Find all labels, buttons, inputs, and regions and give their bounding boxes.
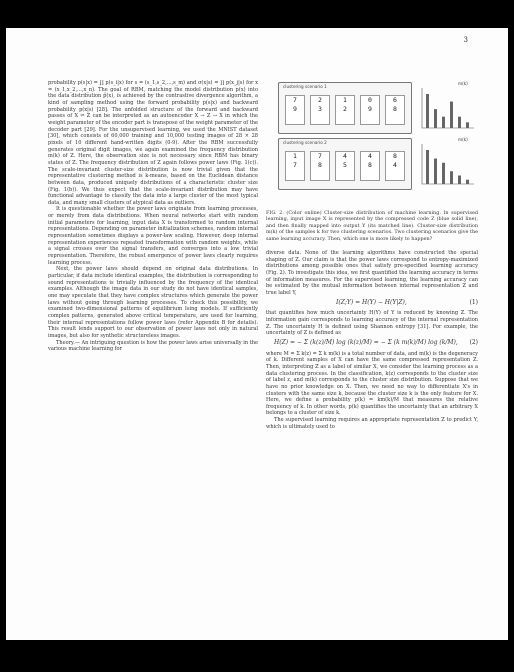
left-paragraph: probability p(s|x) = ∏ p(s_i|x) for s = (s_1,s_2,...,s_m) and σ(x|s) = ∏ p(x_j|s) for x = (x_1,x_2,...,x_n). The goal of RBM, matching the model distribution p(x) into the data distribution p̂(x), is achieved by the contrastive divergence algorithm, a kind of sampling method using the forward probability p(s|x) and backward probability p(x|s) [28]. The unfolded structure of the forward and backward passes of X ⇌ Z can be interpreted as an autoencoder X → Z → X in which the weight parameter of the encoder part is transpose of the weight parameter of the decoder part [29]. For the unsupervised learning, we used the MNIST dataset [30], which consists of 60,000 training and 10,000 testing images of 28 × 28 pixels of 10 different hand-written digits (0-9). After the RBM successfully generates original digit images, we again examined the frequency distribution m(k) of Z. Here, the observation size is not necessary since RBM has binary states of Z. The frequency distribution of Z again follows power laws (Fig. 1(c)). The scale-invariant cluster-size distribution is now trivial given that the representative clustering method is k-means, based on the Euclidean distance between data, produced uniquely distributions of a characteristic cluster size (Fig. 1(b)). We thus expect that the scale-invariant distribution may have functional advantage to classify the data into a large cluster of the most typical data, and many small clusters of atypical data as outliers. xyxy=(48,80,258,206)
right-text xyxy=(266,250,478,430)
digit-cluster-cell: 6 8 xyxy=(385,95,405,125)
mk-bar xyxy=(450,171,453,184)
mk-bar xyxy=(442,117,445,128)
cluster-panel-top xyxy=(278,82,412,134)
equation-2-expr: H(Z) = − Σ (k(z)/M) log (k(z)/M) = − Σ (k m(k)/M) log (k/M), xyxy=(274,338,458,346)
digit-cluster-cell: 7 8 xyxy=(310,151,330,181)
figure-caption: FIG. 2. (Color online) Cluster-size distribution of machine learning. In supervised learning, input image X is represented by the compressed code Z (blue solid line), and then finally mapped into output Y (its matched line). Cluster-size distribution m(k) of the samples k for two clustering scenarios. Two clustering scenarios give the same learning accuracy. Then, which one is more likely to happen? xyxy=(266,210,478,242)
mk-bar xyxy=(466,180,469,184)
mk-bar xyxy=(426,94,429,128)
equation-2 xyxy=(266,340,478,347)
equation-2-number: (2) xyxy=(469,338,478,346)
mk-bar xyxy=(458,117,461,128)
right-paragraph: where M = Σ k(z) = Σ k m(k) is a total number of data, and m(k) is the degeneracy of k. Different samples of X can have the same compressed representation Z. Then, interpreting Z as a label of similar X, we consider the learning process as a data clustering process. In the classification, k(z) corresponds to the cluster size of label z, and m(k) corresponds to the cluster size distribution. Suppose that we have no prior knowledge on X. Then, we need no way to differentiate X's in clusters with the same size k, because the cluster size k is the only feature for X. Here, we define a probability p(k) = km(k)/M that measures the relative frequency of k. In other words, p(k) quantifies the uncertainty that an arbitrary X belongs to a cluster of size k. xyxy=(266,350,478,417)
equation-1-number: (1) xyxy=(469,298,478,306)
mk-plot-top xyxy=(418,81,476,134)
mk-plot-bottom xyxy=(418,137,476,190)
digit-cluster-cell: 2 3 xyxy=(310,95,330,125)
mk-bar xyxy=(442,163,445,184)
equation-1-expr: I(Z;Y) = H(Y) − H(Y|Z), xyxy=(336,298,407,306)
page-number: 3 xyxy=(463,36,468,44)
mk-bar xyxy=(434,109,437,128)
right-paragraph: The supervised learning requires an appropriate representation Z to predict Y, which is ultimately used to xyxy=(266,417,478,430)
equation-1 xyxy=(266,300,478,307)
left-column xyxy=(48,80,258,638)
panel-title-bottom: clustering scenario 2 xyxy=(283,140,327,145)
mk-bar xyxy=(466,122,469,128)
digit-cluster-cell: 1 7 xyxy=(285,151,305,181)
plot-label: m(k) xyxy=(458,137,468,142)
left-paragraph: Theory.— An intriguing question is how the power laws arise universally in the various machine learning for xyxy=(48,339,258,353)
digit-cluster-cell: 4 8 xyxy=(360,151,380,181)
digit-cluster-cell: 4 5 xyxy=(335,151,355,181)
paper-page xyxy=(6,28,508,640)
plot-axes xyxy=(422,144,474,184)
cluster-panel-bottom xyxy=(278,138,412,190)
left-paragraph: Next, the power laws should depend on original data distributions. In particular, if data include identical examples, the distribution is corresponding to sound representations is trivially influenced by the frequency of the identical examples. Although the image data in our study do not have identical samples, one may speculate that they have complex structures which generate the power laws without going through learning processes. To check this possibility, we examined two-dimensional patterns of equilibrium Ising models. If sufficiently complex patterns, generated above critical temperature, are used for learning, their internal representations follow power laws (refer Appendix B for details). This result lends support to our observation of power laws not only in natural images, but also for synthetic structureless images. xyxy=(48,266,258,339)
mk-bar xyxy=(450,102,453,128)
mk-bar xyxy=(434,159,437,185)
digit-cluster-cell: 8 4 xyxy=(385,151,405,181)
plot-axes xyxy=(422,88,474,128)
right-column xyxy=(266,80,478,638)
mk-bar xyxy=(458,176,461,185)
right-paragraph: that quantifies how much uncertainty H(Y) of Y is reduced by knowing Z. The information gain corresponds to learning accuracy of the internal representation Z. The uncertainty H is defined using Shannon entropy [31]. For example, the uncertainty of Z is defined as xyxy=(266,310,478,337)
right-paragraph: diverse data. None of the learning algorithms have constructed the special shaping of Z. Our claim is that the power laws correspond to entropy-maximized distributions among possible ones that satisfy pre-specified learning accuracy (Fig. 2). To investigate this idea, we first quantified the learning accuracy in terms of information measures. For the supervised learning, the learning accuracy can be estimated by the mutual information between internal representation Z and true label Y, xyxy=(266,250,478,296)
mk-bar xyxy=(426,150,429,184)
left-paragraph: It is questionable whether the power laws originate from learning processes, or merely from data distributions. When neural networks start with random initial parameters for learning, input data X is transformed to random internal representations. Depending on parameter initialization schemes, random internal representation sometimes displays a power-law scaling. However, deep internal representation experiences repeated transformation with random weights, while a signal crosses over the signal transfers, and converges into a low trivial representation. Therefore, the robust emergence of power laws clearly requires learning process. xyxy=(48,206,258,266)
digit-cluster-cell: 0 9 xyxy=(360,95,380,125)
plot-label: m(k) xyxy=(458,81,468,86)
digit-cluster-cell: 1 2 xyxy=(335,95,355,125)
figure-2 xyxy=(266,80,478,208)
digit-cluster-cell: 7 9 xyxy=(285,95,305,125)
panel-title-top: clustering scenario 1 xyxy=(283,84,327,89)
